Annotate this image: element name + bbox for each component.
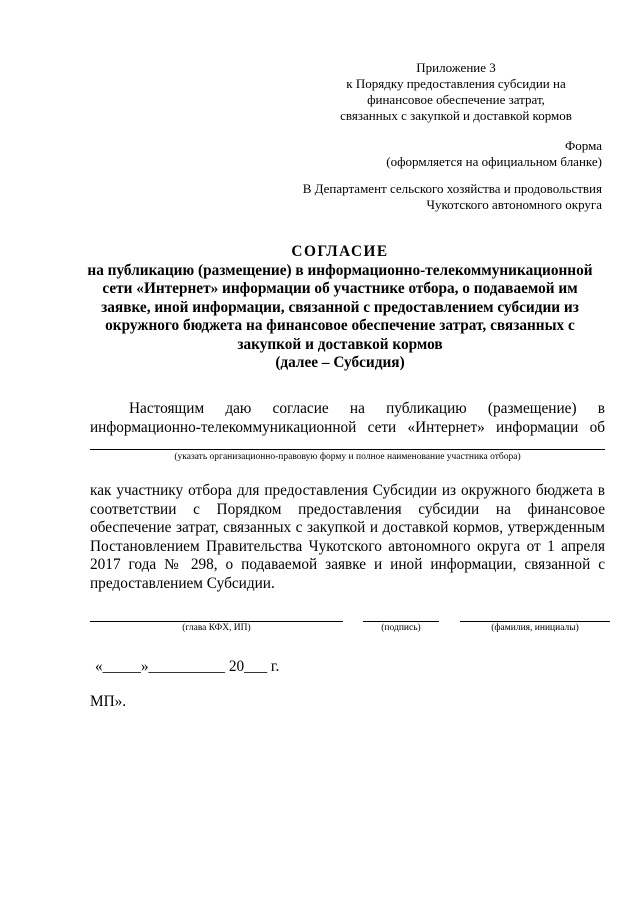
title-line: (далее – Субсидия) [275,354,405,371]
form-note [300,138,602,170]
annex-line: к Порядку предоставления субсидии на [346,76,566,91]
annex-line: связанных с закупкой и доставкой кормов [340,108,572,123]
annex-block [340,60,572,124]
date-line: «_____»__________ 20___ г. [95,658,280,675]
form-note-text: (оформляется на официальном бланке) [386,154,602,169]
name-caption: (фамилия, инициалы) [491,623,579,633]
sign-line [363,621,439,622]
name-line [460,621,610,622]
annex-line: Приложение 3 [416,60,496,75]
addressee [250,181,602,213]
form-label: Форма [565,138,602,153]
head-signature-line [90,621,343,622]
title-line: окружного бюджета на финансовое обеспечение затрат, связанных с [105,317,575,334]
stamp-mark: МП». [90,693,127,710]
intro-line-1: Настоящим даю согласие на публикацию (размещение) в [129,400,605,417]
body-paragraph: как участнику отбора для предоставления Субсидии из окружного бюджета в соответствии с Порядком предоставления субсидии на финансовое обеспечение затрат, связанных с закупкой и доставкой кормов, утвержденным Постановлением Правительства Чукотского автономного округа от 1 апреля 2017 года № 298, о подаваемой заявке и иной информации, связанной с предоставлением Субсидии. [90,482,605,592]
sign-caption: (подпись) [381,623,421,633]
document-title [40,243,640,373]
title-line: сети «Интернет» информации об участнике отбора, о подаваемой им [102,280,578,297]
participant-name-line [90,449,605,450]
title-heading: СОГЛАСИЕ [291,243,389,260]
participant-caption: (указать организационно-правовую форму и полное наименование участника отбора) [174,452,521,462]
intro-line-2: информационно-телекоммуникационной сети «Интернет» информации об [90,419,605,436]
annex-line: финансовое обеспечение затрат, [367,92,545,107]
addressee-line: Чукотского автономного округа [426,197,602,212]
addressee-line: В Департамент сельского хозяйства и продовольствия [302,181,602,196]
head-caption: (глава КФХ, ИП) [182,623,251,633]
title-line: заявке, иной информации, связанной с предоставлением субсидии из [101,298,579,316]
title-line: закупкой и доставкой кормов [237,335,443,353]
title-line: на публикацию (размещение) в информационно-телекоммуникационной [87,261,593,279]
